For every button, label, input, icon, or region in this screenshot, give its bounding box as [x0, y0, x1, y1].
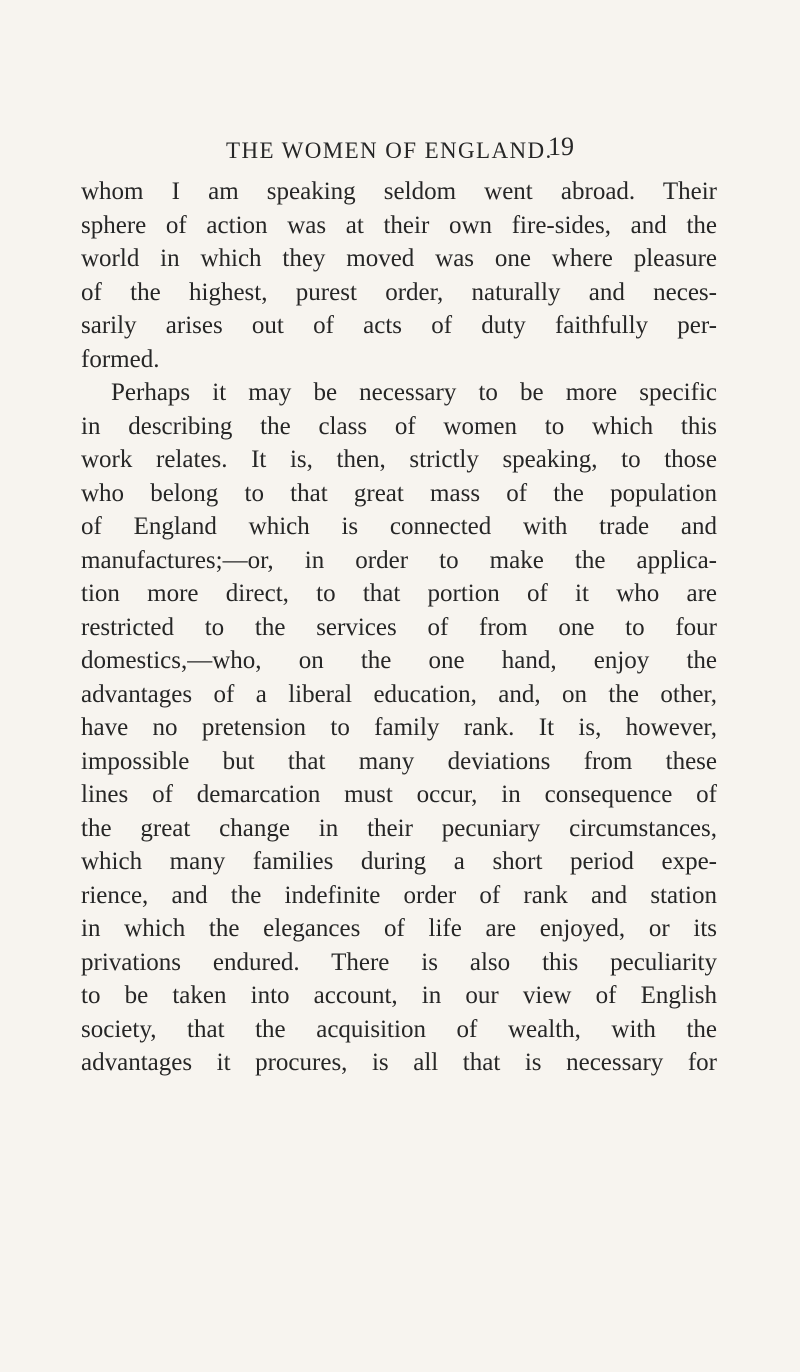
- text-line: Perhaps it may be necessary to be more specific: [111, 379, 717, 406]
- text-line: world in which they moved was one where pleasure: [81, 245, 717, 272]
- text-line: work relates. It is, then, strictly speaking, to those: [81, 446, 717, 473]
- text-line: have no pretension to family rank. It is, however,: [81, 714, 717, 741]
- text-line: of the highest, purest order, naturally and neces-: [81, 278, 717, 306]
- text-line: which many families during a short period expe-: [81, 848, 717, 875]
- text-line: domestics,—who, on the one hand, enjoy the: [81, 647, 717, 674]
- text-line: manufactures;—or, in order to make the applica-: [81, 546, 717, 574]
- text-line: society, that the acquisition of wealth, with the: [81, 1015, 717, 1043]
- text-line: restricted to the services of from one to four: [81, 613, 717, 641]
- text-line: the great change in their pecuniary circumstances,: [81, 814, 717, 842]
- text-line: impossible but that many deviations from these: [81, 747, 717, 775]
- text-line: to be taken into account, in our view of English: [81, 982, 717, 1009]
- text-line: privations endured. There is also this peculiarity: [81, 948, 717, 976]
- text-line: formed.: [81, 345, 160, 373]
- page-number: 19: [548, 132, 574, 161]
- text-line: sphere of action was at their own fire-sides, and the: [81, 211, 717, 239]
- body-text: [81, 175, 717, 1080]
- running-title: THE WOMEN OF ENGLAND.: [226, 138, 553, 163]
- text-line: rience, and the indefinite order of rank and station: [81, 881, 717, 909]
- text-line: in which the elegances of life are enjoyed, or its: [81, 915, 717, 942]
- text-line: who belong to that great mass of the population: [81, 479, 717, 507]
- text-line: sarily arises out of acts of duty faithfully per-: [81, 312, 717, 339]
- text-line: advantages of a liberal education, and, on the other,: [81, 680, 717, 708]
- text-line: in describing the class of women to which this: [81, 412, 717, 440]
- text-line: tion more direct, to that portion of it who are: [81, 580, 717, 607]
- text-line: whom I am speaking seldom went abroad. Their: [81, 178, 717, 205]
- text-line: lines of demarcation must occur, in consequence of: [81, 781, 717, 808]
- text-line: advantages it procures, is all that is necessary for: [81, 1049, 717, 1076]
- text-line: of England which is connected with trade and: [81, 513, 717, 540]
